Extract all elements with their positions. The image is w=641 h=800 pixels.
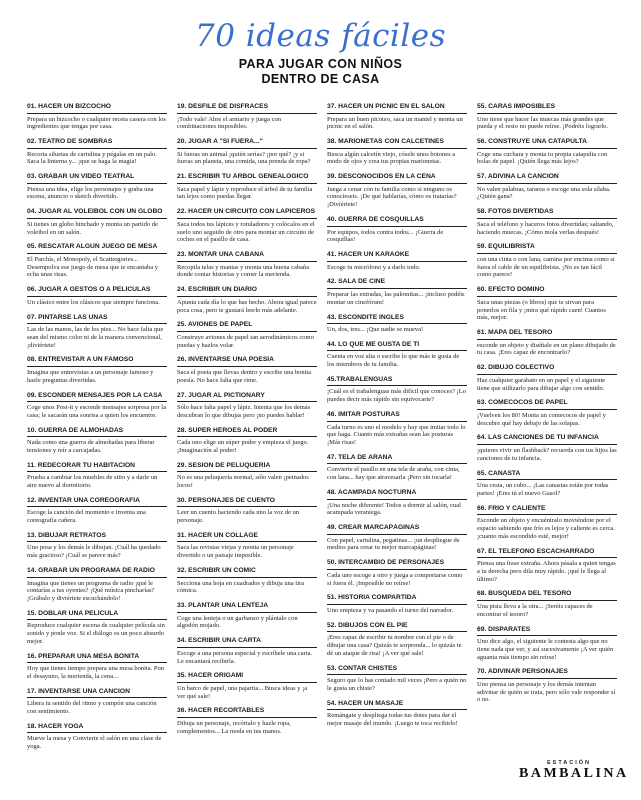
idea-description: Prueba a cambiar los muebles de sitio y a darle un aire nuevo al dormitorio. bbox=[27, 474, 158, 490]
idea-item bbox=[27, 314, 167, 350]
idea-item bbox=[477, 434, 617, 462]
idea-description: Construye aviones de papel tan aerodinámicos como puedas y hazlos volar. bbox=[177, 333, 314, 349]
idea-item bbox=[477, 208, 617, 236]
idea-description: Cada uno escoge a otro y juega a comportarse como si fuera él. ¡Imposible no reírse! bbox=[327, 571, 463, 587]
idea-title: 32. ESCRIBIR UN CÓMIC bbox=[177, 567, 317, 578]
idea-title: 46. IMITAR POSTURAS bbox=[327, 411, 467, 422]
idea-description: Saca todos tus lápices y rotuladores y colócalos en el suelo uno seguido de otro para montar un circuito de coches en el pasillo de casa. bbox=[177, 220, 315, 244]
idea-description: Uno posa y los demás le dibujan. ¡Cuál ha quedado más gracioso? ¡Cuál se parece más? bbox=[27, 544, 161, 560]
idea-title: 64. LAS CANCIONES DE TU INFANCIA bbox=[477, 434, 617, 445]
idea-title: 02. TEATRO DE SOMBRAS bbox=[27, 138, 167, 149]
idea-title: 61. MAPA DEL TESORO bbox=[477, 329, 617, 340]
idea-item bbox=[327, 138, 467, 166]
idea-item bbox=[477, 364, 617, 392]
idea-description: Libera tu sentido del ritmo y compón una canción con sentimiento. bbox=[27, 700, 157, 716]
idea-description: Si tienes un globo hinchado y monta un partido de voleibol en un salón. bbox=[27, 220, 158, 236]
idea-item bbox=[177, 532, 317, 560]
brand-logo-main: BAMBALINA bbox=[519, 766, 629, 781]
idea-item bbox=[177, 462, 317, 490]
idea-title: 45.TRABALENGUAS bbox=[327, 376, 467, 387]
idea-title: 28. SÚPER HÉROES AL PODER bbox=[177, 427, 317, 438]
idea-item bbox=[477, 173, 617, 201]
idea-title: 39. DESCONOCIDOS EN LA CENA bbox=[327, 173, 467, 184]
idea-description: Una pista lleva a la otra... ¡Seréis capaces de encontrar el tesoro? bbox=[477, 602, 593, 618]
idea-title: 57. ADIVINA LA CANCIÓN bbox=[477, 173, 617, 184]
idea-title: 05. RESCATAR ALGÚN JUEGO DE MESA bbox=[27, 243, 167, 254]
idea-item bbox=[177, 707, 317, 735]
idea-description: ¡Vuelven los 80! Monta un comecocos de papel y descubre qué hay debajo de las solapas. bbox=[477, 411, 606, 427]
idea-item bbox=[477, 329, 617, 357]
idea-description: ¡Una noche diferente! Todos a dormir al salón, cual acampada veraniega. bbox=[327, 501, 461, 517]
idea-item bbox=[177, 251, 317, 279]
idea-title: 04. JUGAR AL VOLEIBOL CON UN GLOBO bbox=[27, 208, 167, 219]
idea-description: Esconde un objeto y encuéntralo moviéndote por el espacio sabiendo que frío es lejos y caliente es cerca. ¡cuanto más escondido esté, mejor! bbox=[477, 517, 615, 540]
idea-item bbox=[327, 103, 467, 131]
idea-description: ¡quieres vivir un flashback? recuerda con tus hijos las canciones de tu infancia. bbox=[477, 446, 617, 462]
idea-item bbox=[477, 470, 617, 498]
idea-item bbox=[27, 138, 167, 166]
idea-description: Saca unas piezas (o libros) que te sirvan para ponerlos en fila y ¡mira qué rápido caen! Cuantos más, mejor. bbox=[477, 298, 606, 322]
idea-item bbox=[27, 208, 167, 236]
idea-title: 48. ACAMPADA NOCTURNA bbox=[327, 489, 467, 500]
brand-logo-top: ESTACIÓN bbox=[546, 760, 591, 766]
idea-title: 27. JUGAR AL PICTIONARY bbox=[177, 392, 317, 403]
idea-description: Hoy que tienes tiempo prepara una mesa bonita. Pon el desayuno, la merienda, la cena... bbox=[27, 665, 165, 681]
idea-title: 47. TELA DE ARAÑA bbox=[327, 454, 467, 465]
idea-title: 55. CARAS IMPOSIBLES bbox=[477, 103, 617, 114]
idea-description: Recorta siluetas de cartulina y pégalas en un palo. Saca la linterna y... ¡que se haga la magia! bbox=[27, 150, 157, 166]
idea-title: 53. CONTAR CHISTES bbox=[327, 665, 467, 676]
idea-title: 24. ESCRIBIR UN DIARIO bbox=[177, 286, 317, 297]
idea-title: 42. SALA DE CINE bbox=[327, 278, 467, 289]
idea-item bbox=[27, 497, 167, 525]
idea-description: Uno piensa un personaje y los demás intentan adivinar de quién se trata, pero sólo vale responder sí o no. bbox=[477, 680, 616, 704]
idea-description: Sólo hace falta papel y lápiz. Intenta que los demás descubran lo que dibujas pero ¡no puedes hablar! bbox=[177, 404, 311, 419]
idea-description: No es una peluquería normal, sólo valen ¡peinados locos! bbox=[177, 474, 309, 490]
idea-description: Saca las revistas viejas y monta un personaje divertido o un paisaje imposible. bbox=[177, 544, 294, 560]
idea-item bbox=[327, 341, 467, 369]
idea-description: Uno tiene que hacer las muecas más grandes que pueda y el resto no puede reírse. ¡Podréis lograrlo. bbox=[477, 115, 609, 131]
idea-title: 58. FOTOS DIVERTIDAS bbox=[477, 208, 617, 219]
brand-logo bbox=[519, 760, 629, 782]
idea-title: 70. ADIVINAR PERSONAJES bbox=[477, 668, 617, 679]
idea-item bbox=[27, 243, 167, 279]
idea-description: Coge una lenteja o un garbanzo y plántalo con algodón mojado. bbox=[177, 614, 298, 630]
idea-item bbox=[327, 594, 467, 614]
idea-title: 68. BÚSQUEDA DEL TESORO bbox=[477, 590, 617, 601]
idea-item bbox=[27, 462, 167, 490]
idea-item bbox=[327, 700, 467, 728]
idea-item bbox=[177, 356, 317, 384]
idea-description: Mueve la mesa y Convierte el salón en una clase de yoga. bbox=[27, 735, 162, 751]
idea-title: 33. PLANTAR UNA LENTEJA bbox=[177, 602, 317, 613]
idea-item bbox=[27, 688, 167, 716]
idea-description: ¡Todo vale! Abre el armario y juega con combinaciones imposibles. bbox=[177, 115, 282, 131]
idea-description: Piensa una idea, elige los personajes y graba una escena, anuncio o sketch divertido. bbox=[27, 185, 154, 201]
idea-item bbox=[177, 321, 317, 349]
idea-item bbox=[177, 138, 317, 166]
idea-title: 59. EQUILIBRISTA bbox=[477, 243, 617, 254]
idea-description: Leer un cuento haciendo cada uno la voz de un personaje. bbox=[177, 509, 300, 525]
idea-title: 31. HACER UN COLLAGE bbox=[177, 532, 317, 543]
idea-title: 21. ESCRIBIR TU ÁRBOL GENEALÓGICO bbox=[177, 173, 317, 184]
idea-description: ¡Eres capaz de escribir tu nombre con el pie o de dibujar una casa? Quizás te sorprenda... lo quizás te dé un ataque de risa! ¡A ver qué sale! bbox=[327, 634, 462, 657]
idea-description: Cada turno es uno el modelo y hay que imitar todo lo que haga. Cuanto más extrañas sean las posturas ¡Más risas! bbox=[327, 423, 466, 447]
idea-description: Convierte el pasillo en una tela de araña, con cinta, con lana... hay que atravesarla ¡Pero sin tocarla! bbox=[327, 466, 460, 482]
idea-description: Saca papel y lápiz y reproduce el árbol de tu familia tan lejos como puedas llegar. bbox=[177, 185, 313, 201]
idea-item bbox=[327, 278, 467, 306]
page-title: 70 ideas fáciles bbox=[194, 18, 447, 54]
idea-description: Escoge tu micrófono y a darlo todo. bbox=[327, 263, 421, 271]
idea-item bbox=[177, 602, 317, 630]
idea-item bbox=[27, 653, 167, 681]
idea-item bbox=[327, 489, 467, 517]
idea-item bbox=[177, 392, 317, 420]
idea-title: 66. FRÍO Y CALIENTE bbox=[477, 505, 617, 516]
idea-item bbox=[327, 173, 467, 209]
idea-description: Uno empieza y va pasando el turno del narrador. bbox=[327, 606, 454, 614]
idea-title: 49. CREAR MARCAPÁGINAS bbox=[327, 524, 467, 535]
idea-item bbox=[327, 216, 467, 244]
idea-item bbox=[477, 626, 617, 662]
idea-description: Las de las manos, las de los pies... No hace falta que sean del mismo color ni de la manera convencional, ¡diviértete! bbox=[27, 326, 164, 349]
idea-title: 50. INTERCAMBIO DE PERSONAJES bbox=[327, 559, 467, 570]
idea-item bbox=[177, 567, 317, 595]
idea-description: esconde un objeto y diséñale en un plano dibujado de tu casa. ¡Eres capaz de encontrarlo? bbox=[477, 341, 616, 357]
idea-item bbox=[477, 399, 617, 427]
idea-description: Coge una cuchara y monta tu propia catapulta con bolas de papel. ¡Quién llega más lejos? bbox=[477, 150, 608, 166]
idea-description: Saca el teléfono y haceros fotos divertidas; saltando, haciendo muecas. ¡Cómo mola verlas después! bbox=[477, 220, 614, 236]
page-header bbox=[0, 0, 641, 92]
idea-item bbox=[477, 590, 617, 618]
idea-item bbox=[477, 138, 617, 166]
idea-title: 19. DESFILE DE DISFRACES bbox=[177, 103, 317, 114]
idea-item bbox=[177, 427, 317, 455]
idea-description: Reproduce cualquier escena de cualquier película sin sonido y ponle voz. Si el diálogo es un poco absurdo mejor. bbox=[27, 622, 165, 645]
idea-item bbox=[327, 665, 467, 693]
idea-title: 15. DOBLAR UNA PELÍCULA bbox=[27, 610, 167, 621]
idea-description: Escoge a una persona especial y escríbele una carta. Le encantará recibirla. bbox=[177, 649, 313, 665]
idea-title: 41. HACER UN KARAOKE bbox=[327, 251, 467, 262]
idea-title: 60. EFECTO DOMINÓ bbox=[477, 286, 617, 297]
idea-title: 69. DISPARATES bbox=[477, 626, 617, 637]
idea-title: 44. LO QUE ME GUSTA DE TI bbox=[327, 341, 467, 352]
idea-title: 01. HACER UN BIZCOCHO bbox=[27, 103, 167, 114]
idea-item bbox=[327, 251, 467, 271]
idea-title: 38. MARIONETAS CON CALCETINES bbox=[327, 138, 467, 149]
idea-description: Coge unos Post-it y esconde mensajes sorpresa por la casa; le sacarán una sonrisa a quien los encuentre. bbox=[27, 404, 167, 419]
idea-description: Un clásico entre los clásicos que siempre funciona. bbox=[27, 298, 160, 306]
idea-item bbox=[477, 548, 617, 584]
idea-description: Por equipos, todos contra todos... ¡Guerra de cosquillas! bbox=[327, 228, 444, 244]
page-subtitle-line-2: DENTRO DE CASA bbox=[261, 72, 380, 86]
ideas-column-4 bbox=[477, 103, 617, 711]
idea-title: 10. GUERRA DE ALMOHADAS bbox=[27, 427, 167, 438]
idea-description: Un barco de papel, una pajarita... Busca ideas y ¡a ver qué sale! bbox=[177, 684, 308, 700]
idea-title: 22. HACER UN CIRCUITO CON LAPICEROS bbox=[177, 208, 317, 219]
idea-item bbox=[27, 173, 167, 201]
idea-item bbox=[27, 567, 167, 603]
idea-description: Nada como una guerra de almohadas para liberar tensiones y reír a carcajadas. bbox=[27, 439, 155, 454]
idea-title: 52. DIBUJOS CON EL PIE bbox=[327, 622, 467, 633]
idea-title: 51. HISTORIA COMPARTIDA bbox=[327, 594, 467, 605]
idea-title: 35. HACER ORIGAMI bbox=[177, 672, 317, 683]
idea-description: Busca algún calcetín viejo, cósele unos botones a modo de ojos y crea tus propias marionetas. bbox=[327, 150, 456, 166]
idea-description: Recopila telas y mantas y monta una buena cabaña donde contar historias y comer la merienda. bbox=[177, 263, 310, 279]
idea-description: Juega a cenar con tu familia como si ninguno os conocieseis. ¡De qué hablarías, cómo os tratarías? ¡Diviértete! bbox=[327, 185, 457, 209]
ideas-column-2 bbox=[177, 103, 317, 742]
idea-title: 09. ESCONDER MENSAJES POR LA CASA bbox=[27, 392, 167, 403]
idea-item bbox=[477, 505, 617, 541]
idea-title: 56. CONSTRUYE UNA CATAPULTA bbox=[477, 138, 617, 149]
idea-item bbox=[327, 314, 467, 334]
idea-item bbox=[27, 356, 167, 384]
idea-description: El Parchís, el Monopoly, el Scattergories... Desempolva ese juego de mesa que te encantaba y echa unas risas. bbox=[27, 255, 159, 279]
idea-description: No valen palabras, tararea o escoge una sola sílaba. ¿Quién gana? bbox=[477, 185, 611, 201]
idea-item bbox=[477, 668, 617, 704]
idea-item bbox=[177, 637, 317, 665]
idea-title: 54. HACER UN MASAJE bbox=[327, 700, 467, 711]
idea-item bbox=[27, 532, 167, 560]
idea-description: Cada uno elige un súper poder y empieza el juego. ¡Imaginación al poder! bbox=[177, 439, 309, 454]
idea-item bbox=[327, 454, 467, 482]
idea-description: Escoge la canción del momento e inventa una coreografía cañera. bbox=[27, 509, 146, 525]
idea-title: 65. CANASTA bbox=[477, 470, 617, 481]
idea-item bbox=[27, 286, 167, 306]
idea-description: Una cesta, un cubo... ¡Las canastas están por todas partes! ¡Eres tú el nuevo Gasol? bbox=[477, 482, 609, 497]
idea-item bbox=[477, 243, 617, 279]
idea-description: Piensa una frase extraña. Ahora pásala a quien tengas a tu derecha pero dila muy rápido. ¡qué le llega al último? bbox=[477, 560, 616, 583]
idea-description: Prepara un buen picoteo, saca un mantel y monta un picnic en el salón. bbox=[327, 115, 463, 131]
idea-title: 20. JUGAR A "SI FUERA..." bbox=[177, 138, 317, 149]
idea-title: 06. JUGAR A GESTOS O A PELÍCULAS bbox=[27, 286, 167, 297]
idea-title: 43. ESCONDITE INGLÉS bbox=[327, 314, 467, 325]
idea-description: Con papel, cartulina, pegatinas... ¡un despliegue de medios para crear tu mejor marcapáginas! bbox=[327, 536, 460, 552]
idea-title: 26. INVENTARSE UNA POESÍA bbox=[177, 356, 317, 367]
idea-item bbox=[27, 723, 167, 751]
idea-title: 13. DIBUJAR RETRATOS bbox=[27, 532, 167, 543]
idea-item bbox=[327, 524, 467, 552]
idea-item bbox=[177, 173, 317, 201]
idea-item bbox=[177, 286, 317, 314]
idea-item bbox=[177, 497, 317, 525]
idea-item bbox=[27, 103, 167, 131]
idea-title: 30. PERSONAJES DE CUENTO bbox=[177, 497, 317, 508]
idea-title: 29. SESIÓN DE PELUQUERÍA bbox=[177, 462, 317, 473]
idea-description: Seguro que lo has contado mil veces ¡Pero a quién no le gusta un chiste? bbox=[327, 677, 467, 692]
idea-item bbox=[177, 208, 317, 244]
idea-item bbox=[27, 392, 167, 420]
page-subtitle-line-1: PARA JUGAR CON NIÑOS bbox=[238, 57, 403, 71]
idea-description: con una cinta o con lana, camina por encima como si fuera el cable de un equilibrista. ¡No es tan fácil como parece! bbox=[477, 255, 615, 279]
idea-description: Dibuja un personaje, recórtalo y hazle ropa, complementos... La moda en tus manos. bbox=[177, 719, 291, 735]
idea-title: 12. INVENTAR UNA COREOGRAFÍA bbox=[27, 497, 167, 508]
idea-item bbox=[327, 559, 467, 587]
idea-item bbox=[177, 103, 317, 131]
idea-description: Cuenta en voz alta o escribe lo que más te gusta de los miembros de tu familia. bbox=[327, 353, 460, 369]
idea-item bbox=[327, 622, 467, 658]
idea-title: 36. HACER RECORTABLES bbox=[177, 707, 317, 718]
idea-title: 16. PREPARAR UNA MESA BONITA bbox=[27, 653, 167, 664]
idea-title: 63. COMECOCOS DE PAPEL bbox=[477, 399, 617, 410]
idea-description: Imagina que entrevistas a un personaje famoso y hazle preguntas divertidas. bbox=[27, 368, 154, 384]
idea-title: 03. GRABAR UN VÍDEO TEATRAL bbox=[27, 173, 167, 184]
idea-description: Uno dice algo, el siguiente le contesta algo que no tiene nada que ver, y así sucesivamente ¡A ver quién aguanta más tiempo sin reírse! bbox=[477, 638, 614, 661]
idea-item bbox=[27, 427, 167, 455]
idea-description: ¡Cuál es el trabalenguas más difícil que conoces? ¡Lo puedes decir más rápido sin equivocarte? bbox=[327, 388, 466, 404]
idea-title: 34. ESCRIBIR UNA CARTA bbox=[177, 637, 317, 648]
idea-description: Haz cualquier garabato en un papel y el siguiente tiene que utilizarlo para dibujar algo con sentido. bbox=[477, 376, 606, 392]
idea-description: Preparar las entradas, las palomitas... ¡incluso podéis montar un cinefórum! bbox=[327, 290, 465, 306]
idea-title: 25. AVIONES DE PAPEL bbox=[177, 321, 317, 332]
idea-item bbox=[477, 103, 617, 131]
idea-title: 18. HACER YOGA bbox=[27, 723, 167, 734]
idea-title: 40. GUERRA DE COSQUILLAS bbox=[327, 216, 467, 227]
idea-title: 23. MONTAR UNA CABAÑA bbox=[177, 251, 317, 262]
idea-description: Si fueras un animal ¡quién serías? ¡por qué? ¡y si fueras un planeta, una comida, una prenda de ropa? bbox=[177, 150, 311, 166]
idea-item bbox=[327, 411, 467, 447]
idea-title: 14. GRABAR UN PROGRAMA DE RADIO bbox=[27, 567, 167, 578]
idea-description: Un, dos, tres... ¡Que nadie se mueva! bbox=[327, 326, 424, 334]
idea-title: 67. EL TELÉFONO ESCACHARRADO bbox=[477, 548, 617, 559]
idea-description: Secciona una hoja en cuadrados y dibuja una tira cómica. bbox=[177, 579, 305, 595]
idea-title: 08. ENTREVISTAR A UN FAMOSO bbox=[27, 356, 167, 367]
idea-item bbox=[327, 376, 467, 404]
idea-title: 62. DIBUJO COLECTIVO bbox=[477, 364, 617, 375]
ideas-column-1 bbox=[27, 103, 167, 758]
idea-description: Prepara un bizcocho o cualquier receta casera con los ingredientes que tengas por casa. bbox=[27, 115, 166, 131]
idea-description: Imagina que tienes un programa de radio ¡qué le contarías a tus oyentes? ¡Qué música pincharías? ¡Grábalo y diviértete escuchándolo! bbox=[27, 579, 155, 603]
idea-item bbox=[27, 610, 167, 646]
idea-title: 17. INVENTARSE UNA CANCIÓN bbox=[27, 688, 167, 699]
ideas-column-3 bbox=[327, 103, 467, 735]
idea-description: Saca el poeta que llevas dentro y escribe una bonita poesía. No hace falta que rime. bbox=[177, 368, 312, 384]
idea-title: 37. HACER UN PICNIC EN EL SALÓN bbox=[327, 103, 467, 114]
idea-title: 11. REDECORAR TU HABITACIÓN bbox=[27, 462, 167, 473]
idea-item bbox=[177, 672, 317, 700]
idea-description: Remángate y despliega todas tus dotes para dar el mejor masaje del mundo. ¡Luego te toca recibirlo! bbox=[327, 712, 458, 727]
idea-description: Apunta cada día lo que has hecho. Ahora igual parece poca cosa, pero te gustará leerlo más adelante. bbox=[177, 298, 317, 314]
idea-title: 07. PINTARSE LAS UÑAS bbox=[27, 314, 167, 325]
idea-item bbox=[477, 286, 617, 322]
